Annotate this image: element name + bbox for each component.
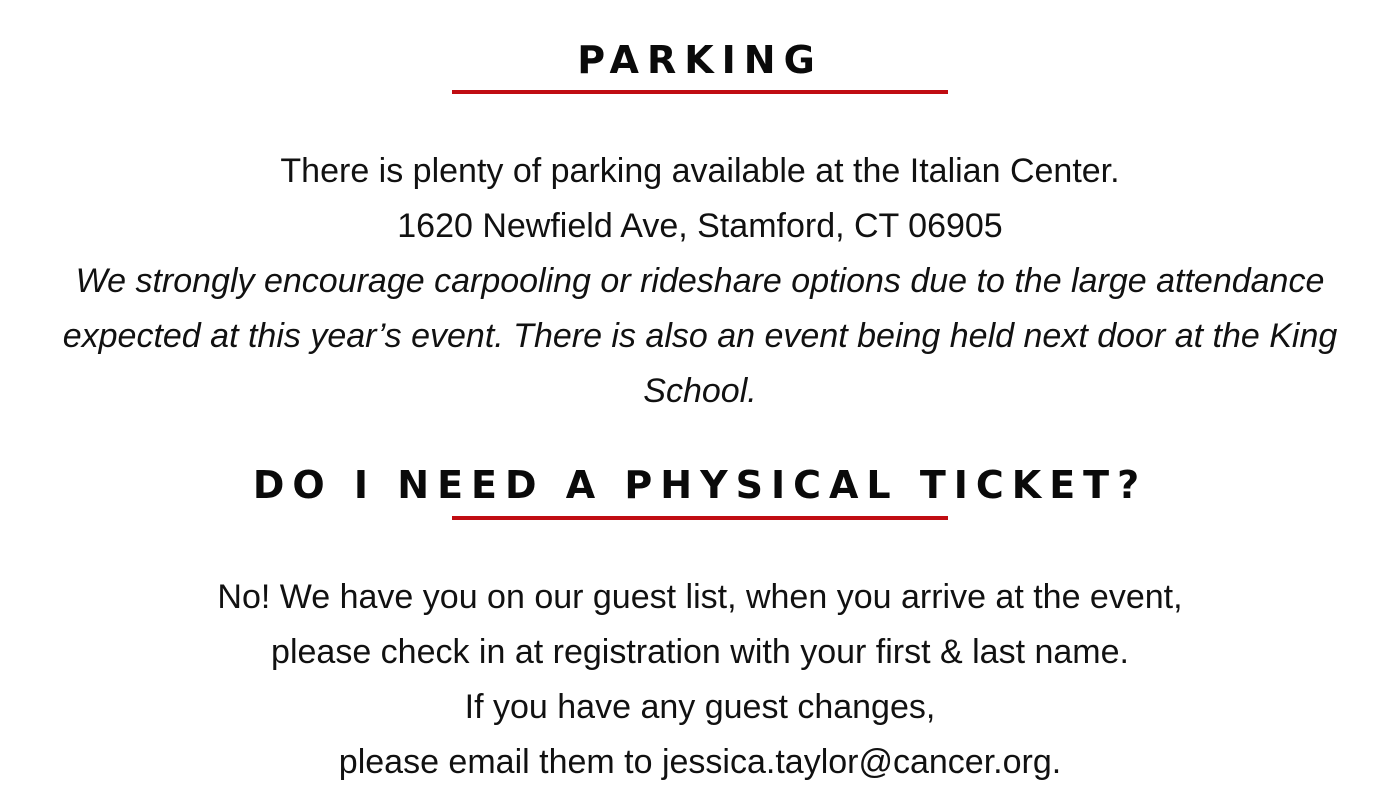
- parking-availability-text: There is plenty of parking available at the Italian Center.: [280, 152, 1120, 190]
- parking-heading: PARKING: [577, 38, 823, 82]
- ticket-body: [30, 570, 1370, 790]
- parking-address-text: 1620 Newfield Ave, Stamford, CT 06905: [397, 207, 1003, 245]
- ticket-heading: DO I NEED A PHYSICAL TICKET?: [252, 463, 1148, 507]
- ticket-email-text: please email them to jessica.taylor@cancer.org.: [338, 743, 1062, 781]
- ticket-heading-underline: [452, 516, 948, 520]
- ticket-guest-list-text: No! We have you on our guest list, when you arrive at the event,: [217, 578, 1183, 616]
- parking-body: [30, 144, 1370, 419]
- ticket-checkin-text: please check in at registration with your first & last name.: [271, 633, 1129, 671]
- parking-heading-underline: [452, 90, 948, 94]
- ticket-guest-changes-text: If you have any guest changes,: [464, 688, 936, 726]
- parking-carpool-note: We strongly encourage carpooling or rideshare options due to the large attendance expected at this year’s event. There is also an event being held next door at the King School.: [62, 262, 1338, 410]
